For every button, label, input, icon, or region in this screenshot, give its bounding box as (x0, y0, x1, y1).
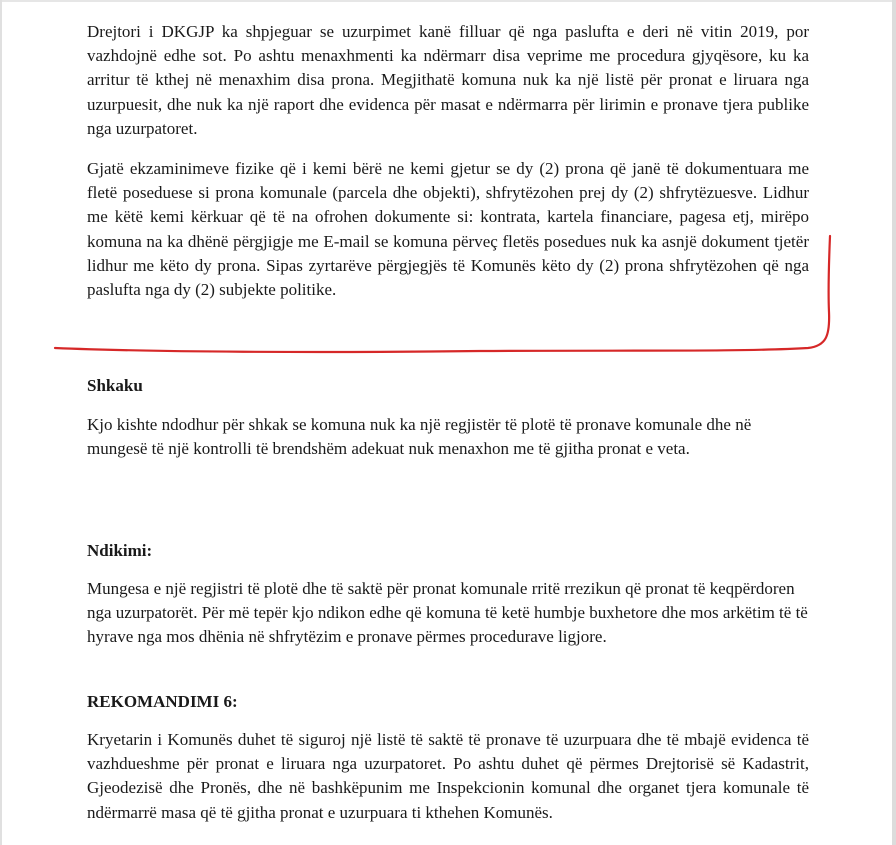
page-edge-left (0, 0, 2, 845)
paragraph-cause: Kjo kishte ndodhur për shkak se komuna nuk ka një regjistër të plotë të pronave komunale dhe në mungesë të një kontrolli të brendshëm adekuat nuk menaxhon me të gjitha pronat e veta. (87, 415, 752, 459)
page-edge-right (892, 0, 896, 845)
heading-cause: Shkaku (87, 376, 143, 395)
page-edge-top (0, 0, 896, 2)
heading-recommendation: REKOMANDIMI 6: (87, 692, 238, 711)
paragraph-recommendation: Kryetarin i Komunës duhet të siguroj një listë të saktë të pronave të uzurpuara dhe të mbajë evidenca të vazhdueshme për pronat e liruara nga uzurpatoret. Po ashtu duhet që përmes Drejtorisë së Kadastrit, Gjeodezisë dhe Pronës, dhe në bashkëpunim me Inspekcionin komunal dhe organet tjera komunale të ndërmarrë masa që të gjitha pronat e uzurpuara ti kthehen Komunës. (87, 730, 809, 822)
paragraph-impact: Mungesa e një regjistri të plotë dhe të saktë për pronat komunale rritë rrezikun që pronat të keqpërdoren nga uzurpatorët. Për më tepër kjo ndikon edhe që komuna të ketë humbje buxhetore dhe mos arkëtim të të hyrave nga mos dhënia në shfrytëzim e pronave përmes procedurave ligjore. (87, 579, 808, 647)
paragraph-intro: Drejtori i DKGJP ka shpjeguar se uzurpimet kanë filluar që nga paslufta e deri në vitin 2019, por vazhdojnë edhe sot. Po ashtu menaxhmenti ka ndërmarr disa veprime me procedura gjyqësore, ku ka arritur të kthej në menaxhim disa prona. Megjithatë komuna nuk ka një listë për pronat e liruara nga uzurpuesit, dhe nuk ka një raport dhe evidenca për masat e ndërmarra për lirimin e pronave tjera publike nga uzurpatoret. (87, 22, 809, 138)
heading-impact: Ndikimi: (87, 541, 153, 560)
paragraph-findings: Gjatë ekzaminimeve fizike që i kemi bërë ne kemi gjetur se dy (2) prona që janë të dokumentuara me fletë poseduese si prona komunale (parcela dhe objekti), shfrytëzohen prej dy (2) shfrytëzuesve. Lidhur me këtë kemi kërkuar që të na ofrohen dokumente si: kontrata, kartela financiare, pagesa etj, mirëpo komuna na ka dhënë përgjigje me E-mail se komuna përveç fletës posedues nuk ka asnjë dokument tjetër lidhur me këto dy prona. Sipas zyrtarëve përgjegjës të Komunës këto dy (2) prona shfrytëzohen që nga paslufta nga dy (2) subjekte politike. (87, 159, 809, 300)
